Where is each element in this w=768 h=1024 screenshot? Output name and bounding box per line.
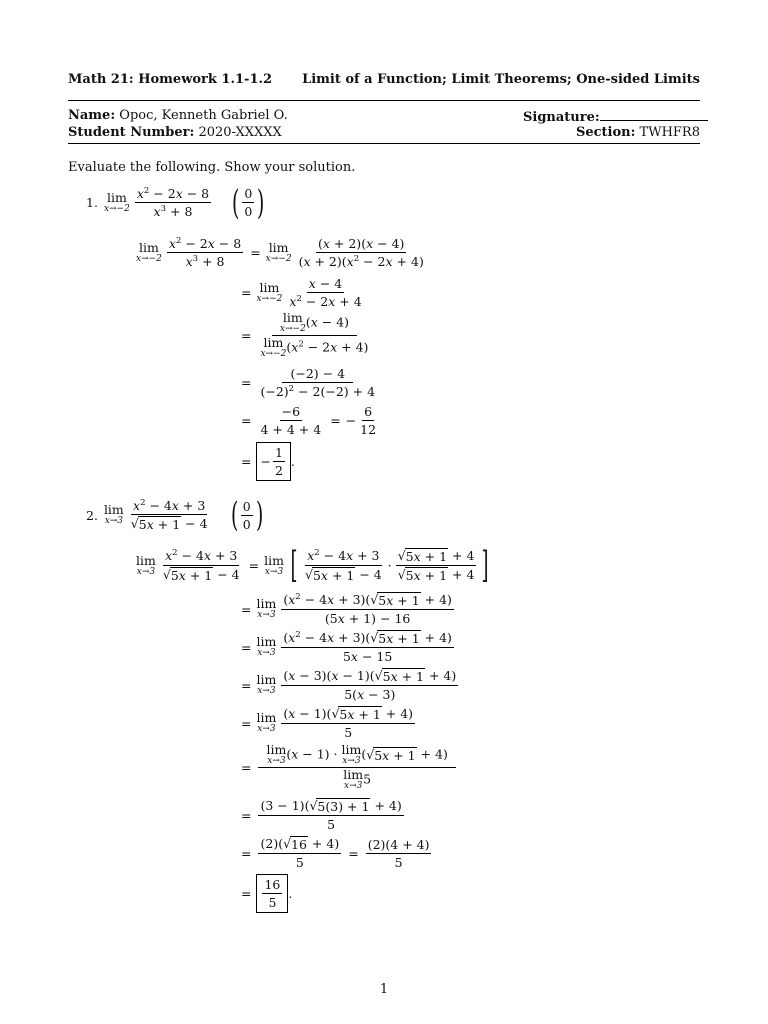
- header-rule-bottom: [68, 143, 700, 144]
- page-number: 1: [379, 982, 389, 997]
- p2-step-5: = lim x→3 (x − 1)( √ 5x + 1 + 4) 5: [241, 706, 414, 740]
- student-number-label: Student Number:: [68, 125, 195, 140]
- student-number-line: [68, 125, 282, 140]
- problem-1-statement: 1. lim x→−2 $x^2 - 2x - 8$ $x^3 + 8$ ( 0 0 ): [86, 182, 265, 223]
- name-line: [68, 108, 288, 123]
- p2-step-8: = (2)( √ 16 + 4) 5 = $\frac{(2)(4 + 4)}{5}$: [241, 836, 430, 870]
- p2-answer-box: 16 5: [256, 874, 288, 913]
- student-number-value: 2020-XXXXX: [198, 125, 282, 140]
- signature-label: Signature:: [523, 110, 600, 125]
- p1-step-4: = $\frac{(-2) - 4}{(-2)^2 - 2(-2) + 4}$: [241, 366, 376, 400]
- section-value: TWHFR8: [639, 125, 700, 140]
- p1-step-5: = $\frac{-6}{4 + 4 + 4}$ = − $\frac{6}{12}$: [241, 404, 377, 437]
- name-value: Opoc, Kenneth Gabriel O.: [119, 108, 288, 123]
- problem-1-number: 1.: [86, 195, 98, 211]
- instructions: Evaluate the following. Show your solution.: [68, 160, 356, 175]
- signature-blank: [600, 108, 708, 121]
- p2-step-3: = lim x→3 $(x^2 - 4x + 3)$( √ 5x + 1 + 4) 5x − 15: [241, 630, 452, 665]
- p1-step-1: lim x→−2 $\frac{x^2 - 2x - 8}{x^3 + 8}$ = lim x→−2 (x + 2)(x − 4) $(x + 2)(x^2 - 2x + 4)$: [136, 236, 424, 270]
- p2-step-1: lim x→3 $x^2 - 4x + 3$ √ 5x + 1 − 4 = lim x→3 [ $x^2 - 4x + 3$ √ 5x + 1 − 4 · √ 5x + 1 + 4 √ 5x + 1 + 4 ]: [136, 544, 489, 586]
- p1-answer: = − 1 2 .: [241, 442, 295, 481]
- p2-step-7: = (3 − 1)( √ 5(3) + 1 + 4) 5: [241, 798, 402, 832]
- p1-step-2: = lim x→−2 x − 4 $x^2 - 2x + 4$: [241, 276, 362, 310]
- course-title: Math 21: Homework 1.1-1.2: [68, 72, 273, 87]
- name-label: Name:: [68, 108, 116, 123]
- topic-title: Limit of a Function; Limit Theorems; One-sided Limits: [302, 72, 700, 87]
- problem-2-statement: 2. lim x→3 $x^2 - 4x + 3$ √ 5x + 1 − 4 ( 0 0 ): [86, 495, 264, 536]
- section-label: Section:: [575, 125, 636, 140]
- p2-step-2: = lim x→3 $(x^2 - 4x + 3)$( √ 5x + 1 + 4) (5x + 1) − 16: [241, 592, 452, 627]
- p2-step-6: = lim x→3 (x − 1) · lim x→3 ( √ 5x + 1 + 4) lim x→3 5: [241, 744, 458, 791]
- section-line: [576, 125, 700, 140]
- header-rule-top: [68, 100, 700, 101]
- p1-step-3: = lim x→−2 (x − 4) lim x→−2 $(x^2 - 2x + 4)$: [241, 310, 369, 359]
- p2-step-4: = lim x→3 (x − 3)(x − 1)( √ 5x + 1 + 4) 5(x − 3): [241, 668, 457, 702]
- p2-answer: = 16 5 .: [241, 874, 292, 913]
- p1-answer-box: − 1 2: [256, 442, 290, 481]
- signature-line: [523, 108, 708, 125]
- problem-2-number: 2.: [86, 507, 98, 523]
